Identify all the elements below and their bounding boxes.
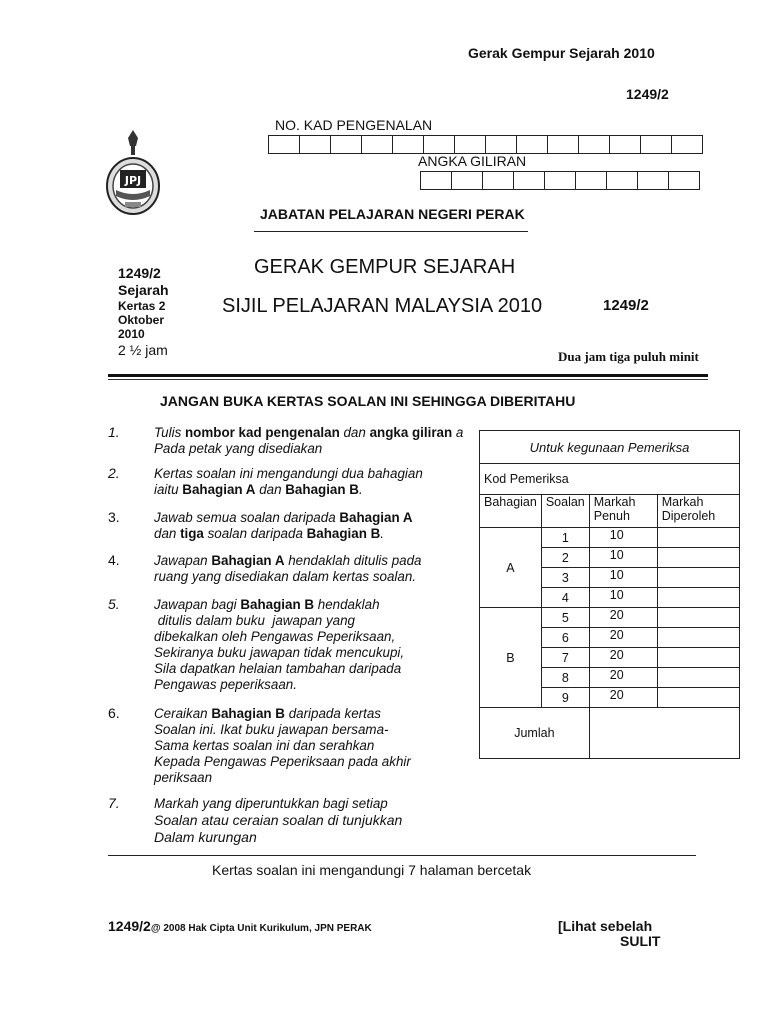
table-row (480, 528, 740, 548)
marks-obtained[interactable] (657, 668, 739, 688)
examiner-title: Untuk kegunaan Pemeriksa (480, 431, 740, 464)
subject-code: 1249/2 (118, 265, 161, 281)
instruction-segment: dan (255, 482, 286, 497)
instruction-number: 4. (108, 552, 120, 568)
instruction-segment: Jawapan (154, 553, 212, 568)
question-number: 8 (541, 668, 589, 688)
department-name: JABATAN PELAJARAN NEGERI PERAK (260, 206, 525, 222)
duration-words: Dua jam tiga puluh minit (558, 349, 699, 364)
instruction-number: 7. (108, 795, 120, 811)
separator-thin (108, 379, 708, 380)
instruction-continuation: ruang yang disediakan dalam kertas soalan. (154, 569, 417, 584)
ic-number-boxes[interactable] (268, 135, 703, 154)
instruction-bold-text: Bahagian B (306, 526, 381, 541)
instruction-text (154, 706, 474, 786)
ic-number-label: NO. KAD PENGENALAN (275, 117, 433, 133)
table-row (480, 608, 740, 628)
full-marks: 20 (589, 648, 657, 668)
table-header: Markah Penuh (589, 495, 657, 528)
copyright-text: @ 2008 Hak Cipta Unit Kurikulum, JPN PERAK (150, 923, 372, 934)
instruction-segment: hendaklah (314, 597, 380, 612)
instruction-segment: hendaklah ditulis pada (284, 553, 422, 568)
total-value (589, 708, 739, 759)
full-marks: 20 (589, 688, 657, 708)
instruction-segment: Markah yang diperuntukkan bagi setiap (154, 796, 388, 811)
marks-obtained[interactable] (657, 648, 739, 668)
instruction-text (154, 425, 474, 457)
instruction-bold-text: Bahagian A (339, 510, 413, 525)
svg-text:JPJ: JPJ (124, 174, 142, 187)
marks-obtained[interactable] (657, 608, 739, 628)
instruction-continuation: Soalan ini. Ikat buku jawapan bersama- Sama kertas soalan ini dan serahkan Kepada Pengawas Peperiksaan pada akhir periksaan (154, 722, 411, 785)
full-marks: 20 (589, 628, 657, 648)
exam-code-right: 1249/2 (603, 297, 649, 314)
instruction-segment: Ceraikan (154, 706, 212, 721)
table-header: Markah Diperoleh (657, 495, 739, 528)
instruction-number: 6. (108, 705, 120, 721)
question-number: 5 (541, 608, 589, 628)
marks-obtained[interactable] (657, 528, 739, 548)
exam-title-line2: SIJIL PELAJARAN MALAYSIA 2010 (222, 295, 543, 317)
examiner-code: Kod Pemeriksa (480, 464, 740, 495)
marks-obtained[interactable] (657, 548, 739, 568)
instruction-segment: . (358, 482, 363, 497)
candidate-number-boxes[interactable] (420, 171, 700, 190)
footer-rule (108, 855, 696, 856)
marks-obtained[interactable] (657, 628, 739, 648)
instruction-segment: . (380, 526, 385, 541)
instruction-number: 3. (108, 509, 120, 525)
sulit-label: SULIT (620, 933, 661, 949)
instruction-continuation: ditulis dalam buku jawapan yang dibekalkan oleh Pengawas Peperiksaan, Sekiranya buku jawapan tidak mencukupi, Sila dapatkan helaian tambahan daripada Pengawas peperiksaan. (154, 613, 405, 692)
instruction-continuation: Soalan atau ceraian soalan di tunjukkan Dalam kurungan (154, 812, 403, 845)
header-title: Gerak Gempur Sejarah 2010 (468, 45, 655, 61)
see-next-page: [Lihat sebelah (558, 918, 653, 934)
table-header: Soalan (541, 495, 589, 528)
candidate-number-label: ANGKA GILIRAN (418, 153, 527, 169)
full-marks: 10 (589, 548, 657, 568)
full-marks: 20 (589, 668, 657, 688)
instruction-segment: Jawapan bagi (154, 597, 241, 612)
question-number: 9 (541, 688, 589, 708)
instruction-bold-text: Bahagian B (211, 706, 285, 721)
instruction-bold-text: Bahagian B (240, 597, 315, 612)
page-count: Kertas soalan ini mengandungi 7 halaman bercetak (212, 862, 532, 878)
instruction-segment: daripada kertas (284, 706, 382, 721)
footer-code (108, 918, 372, 934)
marks-obtained[interactable] (657, 568, 739, 588)
instruction-text (154, 553, 474, 585)
instruction-text (154, 510, 474, 542)
instruction-bold-text: angka giliran (369, 425, 453, 440)
instruction-segment: soalan daripada (203, 526, 307, 541)
instruction-text (154, 796, 474, 846)
instruction-text (154, 597, 474, 693)
warning-text: JANGAN BUKA KERTAS SOALAN INI SEHINGGA DIBERITAHU (160, 393, 576, 409)
department-underline (254, 231, 528, 232)
paper-number: Kertas 2 (118, 299, 166, 313)
footer-code-text: 1249/2 (108, 918, 151, 934)
jpn-logo (104, 128, 162, 216)
instruction-bold-text: Bahagian A (182, 482, 256, 497)
subject-name: Sejarah (118, 282, 169, 298)
question-number: 4 (541, 588, 589, 608)
instruction-continuation: Pada petak yang disediakan (154, 441, 323, 456)
exam-year: 2010 (118, 327, 145, 341)
instruction-number: 2. (108, 465, 120, 481)
instruction-segment: dan (339, 425, 370, 440)
instruction-number: 5. (108, 596, 120, 612)
instruction-segment: Tulis (154, 425, 185, 440)
question-number: 3 (541, 568, 589, 588)
question-number: 2 (541, 548, 589, 568)
instruction-segment: Kertas soalan ini mengandungi dua bahagian (154, 466, 423, 481)
instruction-segment: a (452, 425, 464, 440)
full-marks: 10 (589, 528, 657, 548)
marks-obtained[interactable] (657, 588, 739, 608)
total-label: Jumlah (480, 708, 590, 759)
instruction-text (154, 466, 474, 498)
full-marks: 10 (589, 568, 657, 588)
exam-duration: 2 ½ jam (118, 342, 168, 358)
question-number: 1 (541, 528, 589, 548)
instruction-number: 1. (108, 424, 120, 440)
section-label: B (480, 608, 542, 708)
paper-code-top: 1249/2 (626, 86, 669, 102)
exam-title-line1: GERAK GEMPUR SEJARAH (254, 256, 516, 278)
marks-obtained[interactable] (657, 688, 739, 708)
exam-month: Oktober (118, 313, 165, 327)
section-label: A (480, 528, 542, 608)
full-marks: 20 (589, 608, 657, 628)
instruction-bold-text: tiga (180, 526, 204, 541)
instruction-segment: Jawab semua soalan daripada (154, 510, 340, 525)
instruction-segment: dan (154, 526, 181, 541)
examiner-table (479, 430, 740, 759)
instruction-bold-text: nombor kad pengenalan (185, 425, 340, 440)
instruction-bold-text: Bahagian A (211, 553, 285, 568)
instruction-bold-text: Bahagian B (285, 482, 359, 497)
instruction-segment: iaitu (154, 482, 183, 497)
question-number: 7 (541, 648, 589, 668)
full-marks: 10 (589, 588, 657, 608)
separator-thick (108, 374, 708, 377)
question-number: 6 (541, 628, 589, 648)
table-header: Bahagian (480, 495, 542, 528)
